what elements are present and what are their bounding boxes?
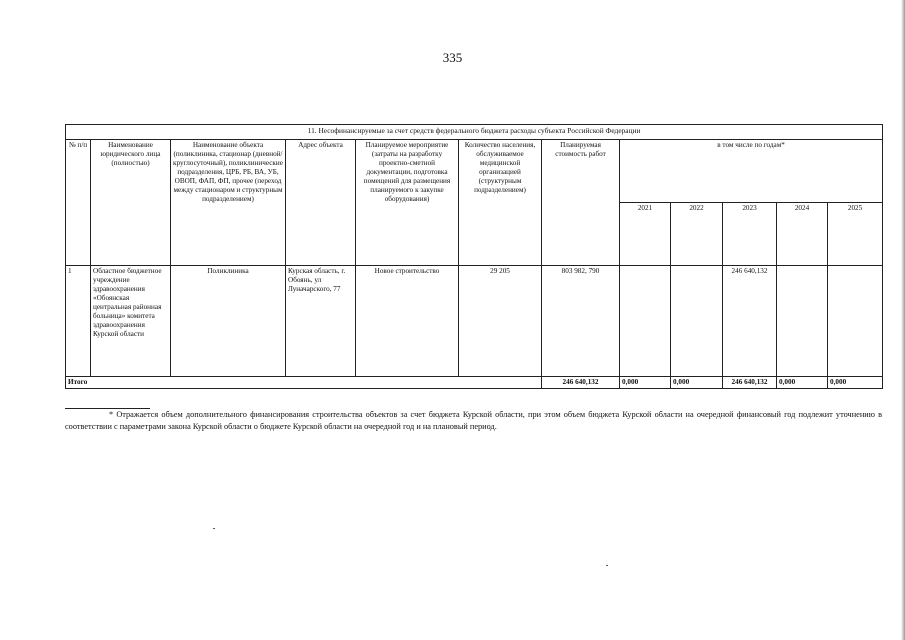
header-year: 2021 [620,203,671,266]
row-year-2023: 246 640,132 [723,266,777,377]
header-years-group: в том числе по годам* [620,140,883,203]
row-year-2025 [828,266,883,377]
row-address: Курская область, г. Обоянь, ул Луначарского, 77 [286,266,356,377]
row-object-name: Поликлиника [171,266,286,377]
funding-table [65,124,883,389]
header-year: 2024 [777,203,828,266]
table-row [66,266,883,377]
total-year-2023: 246 640,132 [723,377,777,389]
header-address: Адрес объекта [286,140,356,266]
total-cost: 246 640,132 [542,377,620,389]
header-year: 2022 [671,203,723,266]
total-year-2025: 0,000 [828,377,883,389]
header-year: 2023 [723,203,777,266]
scan-edge-shadow [901,0,905,640]
scan-speck [213,528,215,529]
header-legal-entity: Наименование юридического лица (полностью) [91,140,171,266]
total-year-2024: 0,000 [777,377,828,389]
total-row [66,377,883,389]
footnote [65,409,882,433]
total-label: Итого [66,377,542,389]
header-year: 2025 [828,203,883,266]
row-year-2024 [777,266,828,377]
scan-speck [606,565,608,566]
header-num: № п/п [66,140,91,266]
total-year-2022: 0,000 [671,377,723,389]
section-title: 11. Несофинансируемые за счет средств федерального бюджета расходы субъекта Российской Федерации [66,125,883,140]
header-activity: Планируемое мероприятие (затраты на разработку проектно-сметной документации, подготовка помещений для размещения планируемого к закупке оборудования) [356,140,459,266]
row-year-2022 [671,266,723,377]
row-legal-entity: Областное бюджетное учреждение здравоохранения «Обоянская центральная районная больница» комитета здравоохранения Курской области [91,266,171,377]
header-object-name: Наименование объекта (поликлиника, стационар (дневной/ круглосуточный), поликлинические подразделения, ЦРБ, РБ, ВА, УБ, ОВОП, ФАП, ФП, прочее (переход между стационаром и структурным подразделением) [171,140,286,266]
row-population: 29 205 [459,266,542,377]
row-num: 1 [66,266,91,377]
row-cost: 803 982, 790 [542,266,620,377]
total-year-2021: 0,000 [620,377,671,389]
footnote-text: * Отражается объем дополнительного финансирования строительства объектов за счет бюджета Курской области, при этом объем бюджета Курской области на очередной финансовый год подлежит уточнению в соответствии с параметрами закона Курской области о бюджете Курской области на очередной год и на плановый период. [65,410,882,432]
header-population: Количество населения, обслуживаемое медицинской организацией (структурным подразделением) [459,140,542,266]
row-activity: Новое строительство [356,266,459,377]
header-cost: Планируемая стоимость работ [542,140,620,266]
page-number: 335 [442,50,463,65]
row-year-2021 [620,266,671,377]
